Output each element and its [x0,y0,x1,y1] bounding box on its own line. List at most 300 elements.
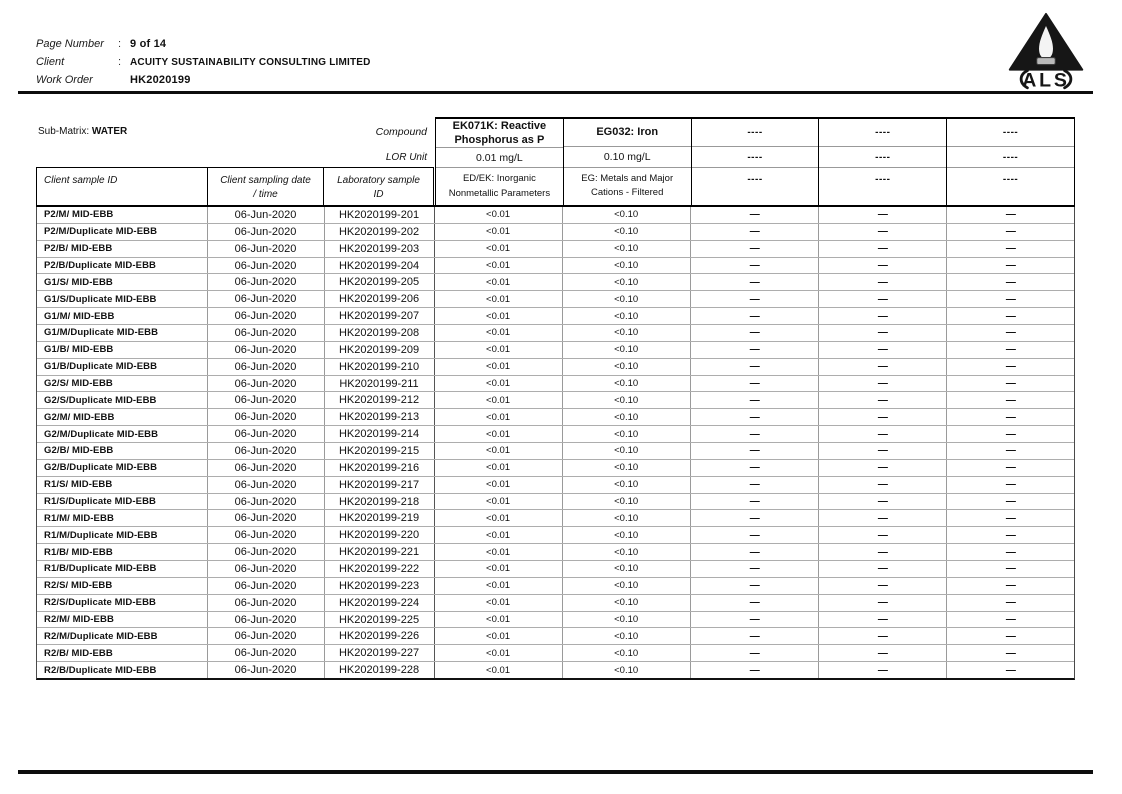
lab-sample-id: HK2020199-214 [325,426,435,442]
result-value: — [1005,411,1015,423]
client-sample-id: R1/M/ MID-EBB [37,510,208,526]
lab-sample-id: HK2020199-225 [325,612,435,628]
client-sample-id: P2/M/ MID-EBB [37,207,208,223]
sampling-date: 06-Jun-2020 [208,325,325,341]
result-value: — [1005,293,1015,305]
result-value: — [819,477,947,493]
compound-method: ---- [947,167,1074,205]
sampling-date: 06-Jun-2020 [208,578,325,594]
table-row [37,308,1074,325]
result-value: <0.01 [435,477,563,493]
result-value: — [1005,327,1015,339]
client-sample-id: G2/M/Duplicate MID-EBB [37,426,208,442]
result-value: <0.01 [435,595,563,611]
sampling-date: 06-Jun-2020 [208,443,325,459]
result-value: — [819,510,947,526]
sampling-date: 06-Jun-2020 [208,291,325,307]
result-value: — [819,224,947,240]
result-value: <0.10 [563,409,691,425]
separator: : [118,38,122,50]
result-value: — [691,561,819,577]
sampling-date: 06-Jun-2020 [208,527,325,543]
table-header-labels [36,117,435,167]
table-row [37,460,1074,477]
result-value: <0.10 [563,595,691,611]
result-value: — [691,308,819,324]
result-value: — [1005,378,1015,390]
compound-column [691,117,819,205]
result-value: <0.10 [563,241,691,257]
result-value: <0.10 [563,662,691,678]
table-row [37,291,1074,308]
table-row [37,274,1074,291]
sampling-date-header-line2: / time [253,189,278,201]
lab-sample-id: HK2020199-205 [325,274,435,290]
result-value: — [691,325,819,341]
client-sample-id-header: Client sample ID [36,167,208,205]
result-value: — [1005,209,1015,221]
result-value: — [819,207,947,223]
result-value: — [691,426,819,442]
result-value: — [819,392,947,408]
result-value: <0.01 [435,628,563,644]
compound-lor-unit: 0.01 mg/L [436,147,563,167]
result-value: — [819,662,947,678]
lab-sample-id: HK2020199-202 [325,224,435,240]
result-value: <0.01 [435,494,563,510]
table-row [37,376,1074,393]
result-value: — [1005,580,1015,592]
sampling-date: 06-Jun-2020 [208,477,325,493]
result-value: — [1005,428,1015,440]
client-sample-id: R2/S/Duplicate MID-EBB [37,595,208,611]
client-sample-id: G2/M/ MID-EBB [37,409,208,425]
result-value: <0.10 [563,628,691,644]
client-sample-id: G1/M/Duplicate MID-EBB [37,325,208,341]
sampling-date: 06-Jun-2020 [208,308,325,324]
sampling-date: 06-Jun-2020 [208,342,325,358]
table-row [37,325,1074,342]
separator: : [118,56,122,68]
result-value: — [1005,664,1015,676]
result-value: <0.01 [435,443,563,459]
sampling-date: 06-Jun-2020 [208,258,325,274]
result-value: <0.10 [563,274,691,290]
client-sample-id: R2/S/ MID-EBB [37,578,208,594]
table-row [37,612,1074,629]
result-value: — [691,595,819,611]
result-value: <0.01 [435,258,563,274]
result-value: <0.01 [435,645,563,661]
table-row [37,224,1074,241]
result-value: — [691,628,819,644]
result-value: — [691,258,819,274]
sampling-date: 06-Jun-2020 [208,359,325,375]
sampling-date: 06-Jun-2020 [208,224,325,240]
result-value: <0.01 [435,274,563,290]
lab-sample-id: HK2020199-221 [325,544,435,560]
result-value: — [691,612,819,628]
sampling-date: 06-Jun-2020 [208,494,325,510]
client-sample-id: G2/B/Duplicate MID-EBB [37,460,208,476]
result-value: — [1005,361,1015,373]
sampling-date-header-line1: Client sampling date [220,174,311,186]
lab-sample-id: HK2020199-219 [325,510,435,526]
result-value: <0.10 [563,342,691,358]
table-row [37,342,1074,359]
result-value: — [691,527,819,543]
table-row [37,443,1074,460]
table-row [37,510,1074,527]
table-row [37,477,1074,494]
client-sample-id: G2/S/ MID-EBB [37,376,208,392]
result-value: — [819,443,947,459]
result-value: <0.01 [435,460,563,476]
result-value: <0.01 [435,662,563,678]
client-sample-id: G1/M/ MID-EBB [37,308,208,324]
result-value: — [1005,563,1015,575]
table-row [37,359,1074,376]
result-value: — [819,426,947,442]
result-value: <0.10 [563,561,691,577]
result-value: <0.10 [563,544,691,560]
sampling-date: 06-Jun-2020 [208,612,325,628]
result-value: — [1005,462,1015,474]
table-row [37,494,1074,511]
lab-sample-id: HK2020199-227 [325,645,435,661]
result-value: <0.01 [435,308,563,324]
sampling-date: 06-Jun-2020 [208,561,325,577]
compound-column [818,117,946,205]
result-value: — [1005,546,1015,558]
result-value: — [1005,630,1015,642]
result-value: — [691,241,819,257]
result-value: — [691,510,819,526]
compound-method: EG: Metals and Major Cations - Filtered [564,167,691,205]
compound-column [563,117,691,205]
lab-sample-id-header [323,167,434,205]
sampling-date: 06-Jun-2020 [208,460,325,476]
result-value: — [1005,394,1015,406]
result-value: — [1005,445,1015,457]
result-value: — [819,241,947,257]
lab-sample-id: HK2020199-206 [325,291,435,307]
page-number-line [36,38,371,56]
header-divider [18,91,1093,94]
result-value: — [819,544,947,560]
client-value: ACUITY SUSTAINABILITY CONSULTING LIMITED [130,57,371,68]
sampling-date: 06-Jun-2020 [208,241,325,257]
result-value: <0.10 [563,612,691,628]
sampling-date: 06-Jun-2020 [208,510,325,526]
report-header [36,38,371,92]
table-header [36,117,1075,207]
result-value: — [691,342,819,358]
client-sample-id: P2/B/Duplicate MID-EBB [37,258,208,274]
lab-sample-id: HK2020199-210 [325,359,435,375]
result-value: — [819,645,947,661]
lab-sample-id: HK2020199-203 [325,241,435,257]
result-value: — [1005,512,1015,524]
client-sample-id: G1/S/Duplicate MID-EBB [37,291,208,307]
compound-name: ---- [692,117,819,146]
result-value: — [819,628,947,644]
table-header-left [36,117,435,205]
result-value: <0.01 [435,291,563,307]
client-sample-id: R2/M/ MID-EBB [37,612,208,628]
result-value: <0.10 [563,359,691,375]
result-value: <0.01 [435,409,563,425]
result-value: — [819,258,947,274]
lab-sample-id: HK2020199-212 [325,392,435,408]
result-value: <0.10 [563,376,691,392]
als-logo-graphic [998,12,1094,92]
result-value: — [819,359,947,375]
result-value: — [691,645,819,661]
result-value: — [819,578,947,594]
result-value: <0.10 [563,224,691,240]
lab-sample-id: HK2020199-215 [325,443,435,459]
compound-lor-unit: ---- [692,146,819,167]
compound-method: ED/EK: Inorganic Nonmetallic Parameters [436,167,563,205]
compound-name: ---- [819,117,946,146]
result-value: — [819,561,947,577]
result-value: — [691,544,819,560]
table-row [37,544,1074,561]
sub-matrix [38,126,127,137]
result-value: — [691,662,819,678]
compound-lor-unit: ---- [947,146,1074,167]
als-logo [998,12,1094,92]
compound-method: ---- [819,167,946,205]
result-value: <0.01 [435,325,563,341]
result-value: <0.10 [563,510,691,526]
table-row [37,561,1074,578]
client-sample-id: G2/B/ MID-EBB [37,443,208,459]
result-value: — [1005,614,1015,626]
result-value: <0.01 [435,342,563,358]
result-value: <0.01 [435,207,563,223]
result-value: <0.01 [435,376,563,392]
table-row [37,662,1074,678]
lab-sample-id: HK2020199-201 [325,207,435,223]
table-row [37,392,1074,409]
result-value: — [819,494,947,510]
result-value: <0.01 [435,561,563,577]
result-value: — [691,578,819,594]
result-value: — [691,392,819,408]
result-value: — [819,325,947,341]
work-order-label: Work Order [36,74,93,86]
table-row [37,426,1074,443]
work-order-line [36,74,371,92]
lab-sample-id: HK2020199-222 [325,561,435,577]
result-value: — [1005,647,1015,659]
result-value: <0.01 [435,544,563,560]
sub-matrix-label: Sub-Matrix: [38,126,90,137]
client-sample-id: R1/S/Duplicate MID-EBB [37,494,208,510]
result-value: — [691,409,819,425]
table-row [37,595,1074,612]
lab-sample-id: HK2020199-226 [325,628,435,644]
table-row [37,409,1074,426]
client-label: Client [36,56,65,68]
result-value: <0.10 [563,645,691,661]
result-value: <0.10 [563,494,691,510]
lab-sample-id-header-line2: ID [373,189,384,201]
result-value: <0.01 [435,426,563,442]
client-sample-id: G2/S/Duplicate MID-EBB [37,392,208,408]
result-value: — [1005,226,1015,238]
id-header-row [36,167,435,205]
result-value: — [1005,276,1015,288]
result-value: <0.10 [563,207,691,223]
result-value: <0.01 [435,578,563,594]
result-value: — [1005,597,1015,609]
result-value: <0.10 [563,443,691,459]
client-sample-id: R2/B/ MID-EBB [37,645,208,661]
lab-sample-id: HK2020199-209 [325,342,435,358]
result-value: — [819,376,947,392]
table-row [37,628,1074,645]
table-body [36,207,1075,680]
result-value: — [691,274,819,290]
result-value: — [691,460,819,476]
result-value: — [819,595,947,611]
result-value: — [819,612,947,628]
client-sample-id: P2/B/ MID-EBB [37,241,208,257]
result-value: — [819,308,947,324]
client-sample-id: G1/S/ MID-EBB [37,274,208,290]
burner-icon [1037,58,1056,65]
result-value: — [819,342,947,358]
result-value: — [1005,260,1015,271]
result-value: — [691,359,819,375]
page-number-value: 9 of 14 [130,38,167,50]
lab-sample-id: HK2020199-217 [325,477,435,493]
result-value: — [1005,243,1015,255]
lab-sample-id: HK2020199-216 [325,460,435,476]
result-value: — [1005,479,1015,491]
sampling-date: 06-Jun-2020 [208,662,325,678]
result-value: — [819,291,947,307]
client-sample-id: R1/B/Duplicate MID-EBB [37,561,208,577]
sampling-date: 06-Jun-2020 [208,595,325,611]
lab-sample-id: HK2020199-213 [325,409,435,425]
compound-columns [435,117,1075,205]
compound-name: EG032: Iron [564,117,691,146]
table-row [37,578,1074,595]
work-order-value: HK2020199 [130,74,191,86]
result-value: <0.01 [435,510,563,526]
sampling-date: 06-Jun-2020 [208,409,325,425]
client-sample-id: R2/B/Duplicate MID-EBB [37,662,208,678]
compound-name: ---- [947,117,1074,146]
client-line [36,56,371,74]
table-row [37,527,1074,544]
client-sample-id: R1/M/Duplicate MID-EBB [37,527,208,543]
result-value: — [819,527,947,543]
result-value: — [691,443,819,459]
table-row [37,207,1074,224]
sampling-date: 06-Jun-2020 [208,274,325,290]
table-row [37,645,1074,662]
client-sample-id: R2/M/Duplicate MID-EBB [37,628,208,644]
result-value: — [691,207,819,223]
result-value: <0.01 [435,392,563,408]
result-value: <0.10 [563,426,691,442]
result-value: — [1005,496,1015,508]
sampling-date: 06-Jun-2020 [208,426,325,442]
page-number-label: Page Number [36,38,104,50]
compound-column [435,117,563,205]
result-value: <0.01 [435,224,563,240]
lab-sample-id: HK2020199-204 [325,258,435,274]
result-value: <0.01 [435,612,563,628]
result-value: — [1005,310,1015,322]
als-logo-text: ALS [1022,69,1070,92]
lor-unit-row-label: LOR Unit [385,152,427,163]
result-value: <0.01 [435,359,563,375]
lab-sample-id: HK2020199-220 [325,527,435,543]
lab-sample-id: HK2020199-228 [325,662,435,678]
lab-sample-id: HK2020199-208 [325,325,435,341]
result-value: <0.10 [563,325,691,341]
result-value: <0.10 [563,258,691,274]
sampling-date: 06-Jun-2020 [208,628,325,644]
result-value: — [691,291,819,307]
table-row [37,258,1074,275]
lab-sample-id: HK2020199-207 [325,308,435,324]
sampling-date: 06-Jun-2020 [208,207,325,223]
result-value: — [691,494,819,510]
sampling-date: 06-Jun-2020 [208,376,325,392]
client-sample-id: P2/M/Duplicate MID-EBB [37,224,208,240]
client-sample-id: R1/S/ MID-EBB [37,477,208,493]
sub-matrix-value: WATER [91,126,128,137]
footer-divider [18,770,1093,774]
compound-row-label: Compound [375,126,427,138]
result-value: <0.01 [435,527,563,543]
result-value: — [819,274,947,290]
sampling-date: 06-Jun-2020 [208,544,325,560]
result-value: <0.10 [563,392,691,408]
result-value: — [819,460,947,476]
client-sample-id: G1/B/Duplicate MID-EBB [37,359,208,375]
result-value: <0.10 [563,477,691,493]
client-sample-id: R1/B/ MID-EBB [37,544,208,560]
sampling-date: 06-Jun-2020 [208,392,325,408]
table-row [37,241,1074,258]
result-value: — [691,376,819,392]
results-table [36,117,1075,680]
client-sample-id: G1/B/ MID-EBB [37,342,208,358]
lab-sample-id: HK2020199-211 [325,376,435,392]
sampling-date-header [207,167,324,205]
sampling-date: 06-Jun-2020 [208,645,325,661]
result-value: <0.10 [563,308,691,324]
result-value: — [691,477,819,493]
result-value: <0.01 [435,241,563,257]
result-value: — [1005,344,1015,356]
result-value: <0.10 [563,291,691,307]
compound-name: EK071K: Reactive Phosphorus as P [436,117,563,147]
lab-sample-id-header-line1: Laboratory sample [337,174,420,186]
compound-column [946,117,1075,205]
result-value: <0.10 [563,527,691,543]
result-value: — [819,409,947,425]
compound-lor-unit: 0.10 mg/L [564,146,691,167]
